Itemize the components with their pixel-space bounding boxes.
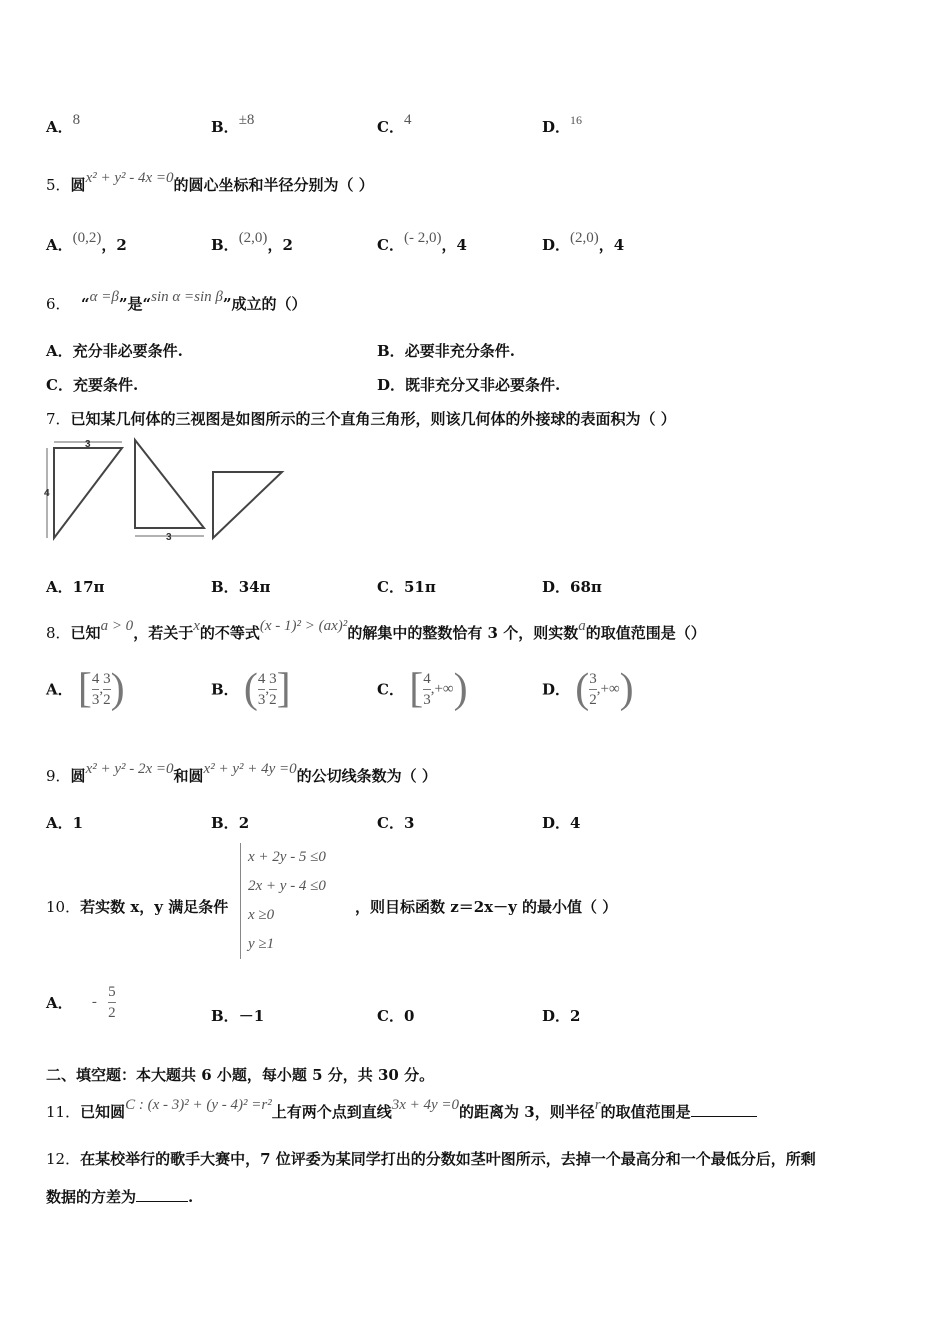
interval-open: (: [243, 666, 258, 712]
formula: r: [594, 1097, 601, 1113]
q5-option-d: [542, 230, 625, 255]
question-text: 已知某几何体的三视图是如图所示的三个直角三角形，则该几何体的外接球的表面积为（ ）: [70, 410, 676, 428]
question-text: 的距离为 3，则半径: [459, 1103, 595, 1121]
option-label: D．: [542, 814, 571, 832]
option-text: ，2: [267, 236, 293, 254]
option-text: 2: [570, 1007, 581, 1025]
option-text: 必要非充分条件.: [404, 342, 515, 360]
question-text: 在某校举行的歌手大赛中，7 位评委为某同学打出的分数如茎叶图所示，去掉一个最高分和一个最低分后，所剩: [80, 1150, 816, 1168]
formula: α =β: [89, 289, 119, 305]
answer-blank[interactable]: [691, 1102, 757, 1117]
option-label: B．: [211, 680, 239, 699]
question-text: 的不等式: [199, 624, 260, 642]
question-10-tail: [355, 896, 617, 917]
option-label: D．: [542, 1007, 571, 1025]
fraction: $\frac{5}{2}$: [108, 984, 116, 1021]
question-text: “: [81, 295, 90, 313]
option-text: ，4: [598, 236, 625, 254]
q5-option-c: [377, 230, 467, 255]
answer-blank[interactable]: [136, 1187, 188, 1202]
option-label: B．: [211, 236, 239, 254]
option-label: A．: [46, 814, 73, 832]
interval-close: ): [110, 666, 125, 712]
q8-option-c: C． [ $\frac{4}{3}$ , +∞ ): [377, 666, 468, 712]
q6-option-d: [377, 374, 560, 395]
q10-option-d: [542, 1005, 580, 1026]
option-math: 16: [570, 113, 583, 127]
question-text: 若实数 x，y 满足条件: [80, 898, 229, 916]
q4-option-b: [211, 112, 255, 137]
question-text: ”是“: [118, 295, 152, 313]
question-11: [46, 1097, 757, 1122]
q9-option-d: [542, 812, 580, 833]
option-label: D．: [542, 118, 571, 136]
question-number: 5．: [46, 176, 71, 194]
question-text: 的取值范围是: [600, 1103, 691, 1121]
question-number: 11．: [46, 1103, 81, 1121]
question-number: 9．: [46, 767, 71, 785]
question-text: .: [188, 1188, 194, 1206]
option-label: B．: [211, 1007, 239, 1025]
option-label: A．: [46, 236, 73, 254]
q7-option-a: [46, 576, 105, 597]
question-text: ，若关于: [133, 624, 194, 642]
formula: a > 0: [100, 618, 134, 634]
question-text: 上有两个点到直线: [271, 1103, 392, 1121]
option-label: D．: [542, 680, 571, 699]
option-math: (2,0): [570, 230, 599, 246]
q8-option-b: B． ( $\frac{4}{3}$ , $\frac{3}{2}$ ]: [211, 666, 291, 712]
option-text: 17π: [72, 578, 105, 596]
option-text: 51π: [403, 578, 436, 596]
option-text: 0: [403, 1007, 415, 1025]
option-label: B．: [211, 578, 239, 596]
q4-option-d: [542, 113, 583, 137]
constraint: y ≥1: [248, 936, 275, 952]
question-text: ”成立的（）: [222, 295, 307, 313]
question-text: 圆: [70, 176, 86, 194]
front-view-triangle: [54, 448, 122, 538]
q4-option-c: [377, 112, 412, 137]
option-label: B．: [211, 118, 239, 136]
option-label: A．: [46, 994, 73, 1012]
formula: (x - 1)² > (ax)²: [259, 618, 348, 634]
q6-option-a: [46, 340, 183, 361]
question-12-line2: [46, 1186, 193, 1207]
q8-option-d: D． ( $\frac{3}{2}$ , +∞ ): [542, 666, 634, 712]
option-text: 34π: [238, 578, 271, 596]
q5-option-b: [211, 230, 293, 255]
constraint-system: [240, 843, 326, 959]
option-text: 1: [72, 814, 84, 832]
option-label: D．: [377, 376, 406, 394]
formula: sin α =sin β: [151, 289, 223, 305]
interval-open: [: [409, 666, 424, 712]
question-text: 数据的方差为: [46, 1188, 137, 1206]
option-text: 充分非必要条件.: [72, 342, 183, 360]
q7-option-c: [377, 576, 436, 597]
constraint: x ≥0: [248, 907, 275, 923]
option-label: B．: [211, 814, 239, 832]
option-text: －1: [238, 1007, 265, 1025]
question-6: [46, 289, 307, 314]
q10-option-b: [211, 1005, 264, 1026]
option-math: (- 2,0): [403, 230, 442, 246]
interval-open: (: [575, 666, 590, 712]
option-label: C．: [377, 236, 404, 254]
option-text: ，4: [441, 236, 467, 254]
fraction: $\frac{3}{2}$: [103, 670, 111, 708]
question-9: [46, 761, 437, 786]
question-text: 的公切线条数为（ ）: [296, 767, 437, 785]
question-number: 12．: [46, 1150, 81, 1168]
question-10: [46, 896, 228, 917]
option-text: 68π: [570, 578, 602, 596]
fig-label-top: 3: [85, 439, 91, 450]
question-text: ，则目标函数 z＝2x－y 的最小值（ ）: [355, 898, 618, 916]
option-label: A．: [46, 342, 73, 360]
question-number: 7．: [46, 410, 71, 428]
option-text: 充要条件.: [72, 376, 139, 394]
question-text: 的解集中的整数恰有 3 个，则实数: [347, 624, 579, 642]
interval-open: [: [77, 666, 92, 712]
q8-option-a: A． [ $\frac{4}{3}$ , $\frac{3}{2}$ ): [46, 666, 125, 712]
fraction: $\frac{3}{2}$: [269, 670, 277, 708]
option-sign: -: [91, 994, 97, 1010]
option-label: C．: [377, 578, 404, 596]
q5-option-a: [46, 230, 127, 255]
fraction: $\frac{4}{3}$: [257, 670, 266, 708]
formula: x: [193, 618, 200, 634]
formula: a: [578, 618, 586, 634]
option-text: 既非充分又非必要条件.: [405, 376, 561, 394]
q10-option-c: [377, 1005, 414, 1026]
option-label: D．: [542, 578, 571, 596]
q10-option-a: [46, 982, 116, 1023]
option-label: C．: [377, 1007, 404, 1025]
question-text: 的取值范围是（）: [585, 624, 706, 642]
section-heading: 二、填空题：本大题共 6 小题，每小题 5 分，共 30 分。: [46, 1066, 435, 1084]
option-label: B．: [377, 342, 405, 360]
option-label: C．: [46, 376, 73, 394]
constraint: 2x + y - 4 ≤0: [248, 878, 326, 894]
formula: x² + y² - 4x =0: [85, 170, 174, 186]
fraction: $\frac{4}{3}$: [423, 670, 431, 708]
question-5: [46, 170, 374, 195]
question-text: 和圆: [173, 767, 204, 785]
option-label: D．: [542, 236, 571, 254]
option-label: C．: [377, 680, 404, 699]
interval-close: ): [619, 666, 634, 712]
question-text: 的圆心坐标和半径分别为（ ）: [173, 176, 374, 194]
question-number: 6．: [46, 295, 71, 313]
formula: C : (x - 3)² + (y - 4)² =r²: [125, 1097, 272, 1113]
interval-close: ]: [276, 666, 291, 712]
option-label: C．: [377, 118, 404, 136]
option-text: 4: [570, 814, 581, 832]
fig-label-bottom: 3: [166, 532, 172, 543]
q6-option-b: [377, 340, 515, 361]
option-text: 3: [403, 814, 415, 832]
question-text: 圆: [70, 767, 86, 785]
fig-label-left: 4: [44, 488, 50, 499]
option-label: A．: [46, 578, 73, 596]
option-label: A．: [46, 118, 73, 136]
option-math: ±8: [238, 112, 255, 128]
option-text: ，2: [101, 236, 127, 254]
q9-option-b: [211, 812, 249, 833]
formula: 3x + 4y =0: [391, 1097, 460, 1113]
option-math: 4: [403, 112, 412, 128]
q4-option-a: [46, 112, 81, 137]
option-math: (0,2): [72, 230, 102, 246]
top-view-triangle: [213, 472, 282, 538]
question-number: 8．: [46, 624, 71, 642]
fraction: $\frac{3}{2}$: [589, 670, 597, 708]
q6-option-c: [46, 374, 138, 395]
option-math: 8: [72, 112, 81, 128]
q9-option-a: [46, 812, 83, 833]
question-12: [46, 1148, 816, 1169]
q9-option-c: [377, 812, 414, 833]
option-label: C．: [377, 814, 404, 832]
option-math: (2,0): [238, 230, 268, 246]
q7-option-d: [542, 576, 602, 597]
question-number: 10．: [46, 898, 81, 916]
three-view-figure: [42, 434, 292, 546]
fraction: $\frac{4}{3}$: [91, 670, 100, 708]
question-text: 已知圆: [80, 1103, 126, 1121]
side-view-triangle: [135, 440, 204, 528]
formula: x² + y² - 2x =0: [85, 761, 174, 777]
interval-close: ): [453, 666, 468, 712]
question-8: [46, 618, 706, 643]
option-text: 2: [238, 814, 250, 832]
option-label: A．: [46, 680, 73, 699]
q7-option-b: [211, 576, 271, 597]
question-7: [46, 408, 676, 429]
question-text: 已知: [70, 624, 101, 642]
formula: x² + y² + 4y =0: [203, 761, 297, 777]
constraint: x + 2y - 5 ≤0: [248, 849, 326, 865]
